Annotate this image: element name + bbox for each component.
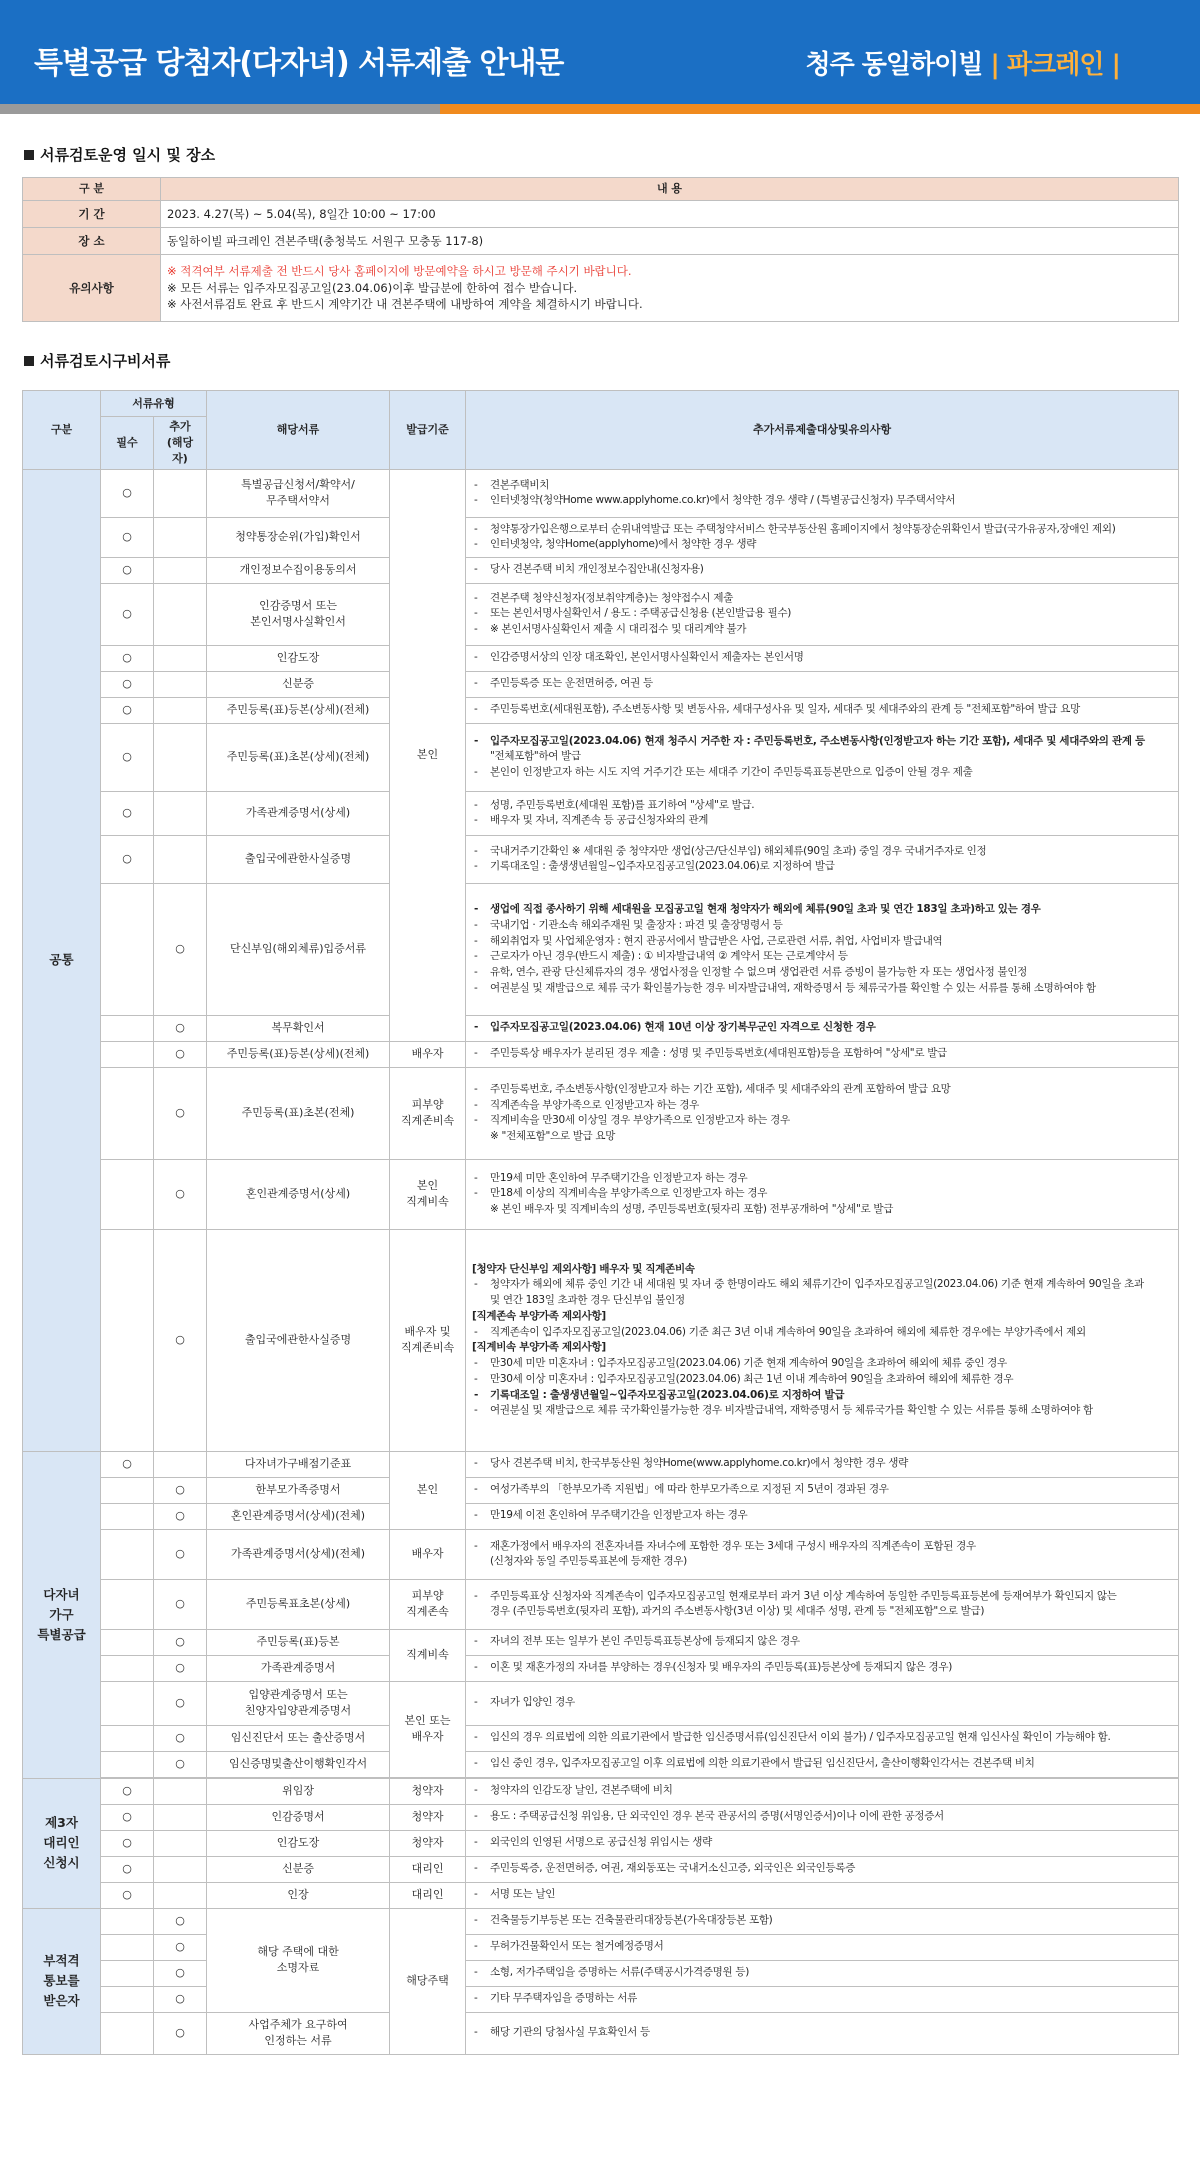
square-bullet-icon [24, 356, 34, 366]
table-row: ○ 인감증명서 청약자 - 용도 : 주택공급신청 위임용, 단 외국인인 경우 본국 관공서의 증명(서명인증서)이나 이에 관한 공정증서 [23, 1804, 1179, 1830]
table-row: ○ 혼인관계증명서(상세)(전체) - 만19세 이전 혼인하여 무주택기간을 인정받고자 하는 경우 [23, 1503, 1179, 1529]
section-title-schedule: 서류검토운영 일시 및 장소 [24, 144, 215, 165]
table-row: ○ 신분증 대리인 - 주민등록증, 운전면허증, 여권, 재외동포는 국내거소신고증, 외국인은 외국인등록증 [23, 1856, 1179, 1882]
table-row: 제3자 대리인 신청시 ○ 위임장 청약자 - 청약자의 인감도장 날인, 견본주택에 비치 [23, 1778, 1179, 1804]
table-row: ○ 임신증명및출산이행확인각서 - 임신 중인 경우, 입주자모집공고일 이후 의료법에 의한 의료기관에서 발급된 임신진단서, 출산이행확인각서는 견본주택 비치 [23, 1751, 1179, 1777]
group-proxy: 제3자 대리인 신청시 [23, 1778, 101, 1908]
table-row: ○ 주민등록(표)초본(상세)(전체) - 입주자모집공고일(2023.04.06) 현재 청주시 거주한 자 : 주민등록번호, 주소변동사항(인정받고자 하는 기간 포함), 세대주 및 세대주와의 관계 등 "전체포함"하여 발급 - 본인이 인정받고자 하는 시도 지역 거주기간 또는 세대주 기간이 주민등록표등본만으로 입증이 안될 경우 제출 [23, 723, 1179, 791]
table-row: ○ - 무허가건물확인서 또는 철거예정증명서 [23, 1934, 1179, 1960]
col-content-header: 내 용 [161, 178, 1179, 201]
header-banner [0, 0, 1200, 104]
table-row: ○ - 소형, 저가주택임을 증명하는 서류(주택공시가격증명원 등) [23, 1960, 1179, 1986]
table-row: ○ 개인정보수집이용동의서 - 당사 견본주택 비치 개인정보수집안내(신청자용) [23, 557, 1179, 583]
table-row: ○ 복무확인서 - 입주자모집공고일(2023.04.06) 현재 10년 이상 장기복무군인 자격으로 신청한 경우 [23, 1015, 1179, 1041]
table-row: 공통 ○ 특별공급신청서/확약서/ 무주택서약서 본인 - 견본주택비치 - 인터넷청약(청약Home www.applyhome.co.kr)에서 청약한 경우 생략 / (특별공급신청자) 무주택서약서 [23, 469, 1179, 517]
table-row: ○ 주민등록(표)등본(상세)(전체) - 주민등록번호(세대원포함), 주소변동사항 및 변동사유, 세대구성사유 및 일자, 세대주 및 세대주와의 관계 등 "전체포함"하여 발급 요망 [23, 697, 1179, 723]
required-header: 필수 [101, 417, 154, 470]
brand-name: 파크레인 [1006, 50, 1104, 80]
table-row: ○ 주민등록(표)초본(전체) 피부양 직계존비속 - 주민등록번호, 주소변동사항(인정받고자 하는 기간 포함), 세대주 및 세대주와의 관계 포함하여 발급 요망 - 직계존속을 부양가족으로 인정받고자 하는 경우 - 직계비속을 만30세 이상일 경우 부양가족으로 인정받고자 하는 경우 ※ "전체포함"으로 발급 요망 [23, 1067, 1179, 1159]
notice-value [161, 255, 1179, 322]
table-row: ○ 단신부임(해외체류)입증서류 - 생업에 직접 종사하기 위해 세대원을 모집공고일 현재 청약자가 해외에 체류(90일 초과 및 연간 183일 초과)하고 있는 경우 - 국내기업 · 기관소속 해외주재원 및 출장자 : 파견 및 출장명령서 등 - 해외취업자 및 사업체운영자 : 현지 관공서에서 발급받은 사업, 근로관련 서류, 취업, 사업비자 발급내역 - 근로자가 아닌 경우(반드시 제출) : ① 비자발급내역 ② 계약서 또는 근로계약서 등 - 유학, 연수, 관광 단신체류자의 경우 생업사정을 인정할 수 없으며 생업관련 서류 증빙이 불가능한 자 또는 생업사정 불인정 - 여권분실 및 재발급으로 체류 국가 확인불가능한 경우 비자발급내역, 재학증명서 등 체류국가를 확인할 수 있는 서류를 통해 소명하여야 함 [23, 883, 1179, 1015]
table-row: ○ 사업주체가 요구하여 인정하는 서류 - 해당 기관의 당첨사실 무효확인서 등 [23, 2012, 1179, 2054]
table-row: ○ 주민등록표초본(상세) 피부양 직계존속 - 주민등록표상 신청자와 직계존속이 입주자모집공고일 현재로부터 과거 3년 이상 계속하여 동일한 주민등록표등본에 등재여부가 확인되지 않는 경우 (주민등록번호(뒷자리 포함), 과거의 주소변동사항(3년 이상) 및 세대주 성명, 관계 등 "전체포함"으로 발급) [23, 1579, 1179, 1629]
doc-type-header: 서류유형 [101, 391, 207, 417]
table-row: ○ 주민등록(표)등본 직계비속 - 자녀의 전부 또는 일부가 본인 주민등록표등본상에 등재되지 않은 경우 [23, 1629, 1179, 1655]
notice-line-3: ※ 사전서류검토 완료 후 반드시 계약기간 내 견본주택에 내방하여 계약을 체결하시기 바랍니다. [167, 297, 643, 312]
category-header: 구분 [23, 391, 101, 470]
notice-label: 유의사항 [23, 255, 161, 322]
standard-self: 본인 [390, 469, 466, 1041]
notice-line-1: ※ 적격여부 서류제출 전 반드시 당사 홈페이지에 방문예약을 하시고 방문해 주시기 바랍니다. [167, 263, 632, 278]
group-multi-child: 다자녀 가구 특별공급 [23, 1451, 101, 1778]
document-header: 해당서류 [207, 391, 390, 470]
brand-separator-left: | [990, 50, 999, 80]
complex-label: 청주 동일하이빌 [805, 50, 983, 80]
table-row: ○ 입양관계증명서 또는 친양자입양관계증명서 본인 또는 배우자 - 자녀가 입양인 경우 [23, 1681, 1179, 1725]
group-ineligible: 부적격 통보를 받은자 [23, 1908, 101, 2054]
documents-table [22, 390, 1179, 2055]
square-bullet-icon [24, 150, 34, 160]
table-row: ○ 인감도장 - 인감증명서상의 인장 대조확인, 본인서명사실확인서 제출자는 본인서명 [23, 645, 1179, 671]
table-row: ○ 가족관계증명서(상세) - 성명, 주민등록번호(세대원 포함)를 표기하여 "상세"로 발급. - 배우자 및 자녀, 직계존속 등 공급신청자와의 관계 [23, 791, 1179, 835]
table-row: ○ 인장 대리인 - 서명 또는 날인 [23, 1882, 1179, 1908]
table-row: 다자녀 가구 특별공급 ○ 다자녀가구배점기준표 본인 - 당사 견본주택 비치, 한국부동산원 청약Home(www.applyhome.co.kr)에서 청약한 경우 생략 [23, 1451, 1179, 1477]
complex-name [805, 44, 1120, 81]
table-row: ○ 출입국에관한사실증명 배우자 및 직계존비속 [청약자 단신부임 제외사항] 배우자 및 직계존비속 - 청약자가 해외에 체류 중인 기간 내 세대원 및 자녀 중 한명이라도 해외 체류기간이 입주자모집공고일(2023.04.06) 기준 현재 계속하여 90일을 초과 및 연간 183일 초과한 경우 단신부임 불인정 [직계존속 부양가족 제외사항] - 직계존속이 입주자모집공고일(2023.04.06) 기준 최근 3년 이내 계속하여 90일을 초과하여 해외에 체류한 경우에는 부양가족에서 제외 [직계비속 부양가족 제외사항] - 만30세 미만 미혼자녀 : 입주자모집공고일(2023.04.06) 기준 현재 계속하여 90일을 초과하여 해외에 체류 중인 경우 - 만30세 이상 미혼자녀 : 입주자모집공고일(2023.04.06) 최근 1년 이내 계속하여 90일을 초과하여 해외에 체류한 경우 - 기록대조일 : 출생생년월일~입주자모집공고일(2023.04.06)로 지정하여 발급 - 여권분실 및 재발급으로 체류 국가확인불가능한 경우 비자발급내역, 재학증명서 등 체류국가를 확인할 수 있는 서류를 통해 소명하여야 함 [23, 1229, 1179, 1451]
brand-separator-right: | [1111, 50, 1120, 80]
group-common: 공통 [23, 469, 101, 1451]
period-label: 기 간 [23, 201, 161, 228]
table-row: ○ 인감도장 청약자 - 외국인의 인영된 서명으로 공급신청 위임시는 생략 [23, 1830, 1179, 1856]
table-row: ○ 가족관계증명서 - 이혼 및 재혼가정의 자녀를 부양하는 경우(신청자 및 배우자의 주민등록(표)등본상에 등재되지 않은 경우) [23, 1655, 1179, 1681]
place-label: 장 소 [23, 228, 161, 255]
notes-header: 추가서류제출대상및유의사항 [466, 391, 1179, 470]
col-label-header: 구 분 [23, 178, 161, 201]
notice-line-2: ※ 모든 서류는 입주자모집공고일(23.04.06)이후 발급분에 한하여 접수 받습니다. [167, 280, 578, 295]
table-row: 부적격 통보를 받은자 ○ 해당 주택에 대한 소명자료 해당주택 - 건축물등기부등본 또는 건축물관리대장등본(가옥대장등본 포함) [23, 1908, 1179, 1934]
table-row: ○ 임신진단서 또는 출산증명서 - 임신의 경우 의료법에 의한 의료기관에서 발급한 임신증명서류(임신진단서 이외 불가) / 입주자모집공고일 현재 임신사실 확인이 가능해야 함. [23, 1725, 1179, 1751]
table-row: ○ 혼인관계증명서(상세) 본인 직계비속 - 만19세 미만 혼인하여 무주택기간을 인정받고자 하는 경우 - 만18세 이상의 직계비속을 부양가족으로 인정받고자 하는 경우 ※ 본인 배우자 및 직계비속의 성명, 주민등록번호(뒷자리 포함) 전부공개하여 "상세"로 발급 [23, 1159, 1179, 1229]
section-title-documents: 서류검토시구비서류 [24, 350, 170, 371]
table-row: ○ 출입국에관한사실증명 - 국내거주기간확인 ※ 세대원 중 청약자만 생업(상근/단신부임) 해외체류(90일 초과) 중일 경우 국내거주자로 인정 - 기록대조일 : 출생생년월일~입주자모집공고일(2023.04.06)로 지정하여 발급 [23, 835, 1179, 883]
table-row: ○ 한부모가족증명서 - 여성가족부의 「한부모가족 지원법」에 따라 한부모가족으로 지정된 지 5년이 경과된 경우 [23, 1477, 1179, 1503]
table-row: ○ 주민등록(표)등본(상세)(전체) 배우자 - 주민등록상 배우자가 분리된 경우 제출 : 성명 및 주민등록번호(세대원포함)등을 포함하여 "상세"로 발급 [23, 1041, 1179, 1067]
page-title: 특별공급 당첨자(다자녀) 서류제출 안내문 [34, 46, 564, 81]
table-row: ○ - 기타 무주택자임을 증명하는 서류 [23, 1986, 1179, 2012]
table-row: ○ 신분증 - 주민등록증 또는 운전면허증, 여권 등 [23, 671, 1179, 697]
header-accent-bar [0, 104, 1200, 114]
additional-header: 추가 (해당자) [154, 417, 207, 470]
table-row: ○ 가족관계증명서(상세)(전체) 배우자 - 재혼가정에서 배우자의 전혼자녀를 자녀수에 포함한 경우 또는 3세대 구성시 배우자의 직계존속이 포함된 경우 (신청자와 동일 주민등록표본에 등재한 경우) [23, 1529, 1179, 1579]
schedule-table [22, 177, 1179, 322]
place-value: 동일하이빌 파크레인 견본주택(충청북도 서원구 모충동 117-8) [161, 228, 1179, 255]
table-row: ○ 청약통장순위(가입)확인서 - 청약통장가입은행으로부터 순위내역발급 또는 주택청약서비스 한국부동산원 홈페이지에서 청약통장순위확인서 발급(국가유공자,장애인 제외) - 인터넷청약, 청약Home(applyhome)에서 청약한 경우 생략 [23, 517, 1179, 557]
period-value: 2023. 4.27(목) ~ 5.04(목), 8일간 10:00 ~ 17:00 [161, 201, 1179, 228]
table-row: ○ 인감증명서 또는 본인서명사실확인서 - 견본주택 청약신청자(정보취약계층)는 청약접수시 제출 - 또는 본인서명사실확인서 / 용도 : 주택공급신청용 (본인발급용 필수) - ※ 본인서명사실확인서 제출 시 대리접수 및 대리계약 불가 [23, 583, 1179, 645]
standard-header: 발급기준 [390, 391, 466, 470]
